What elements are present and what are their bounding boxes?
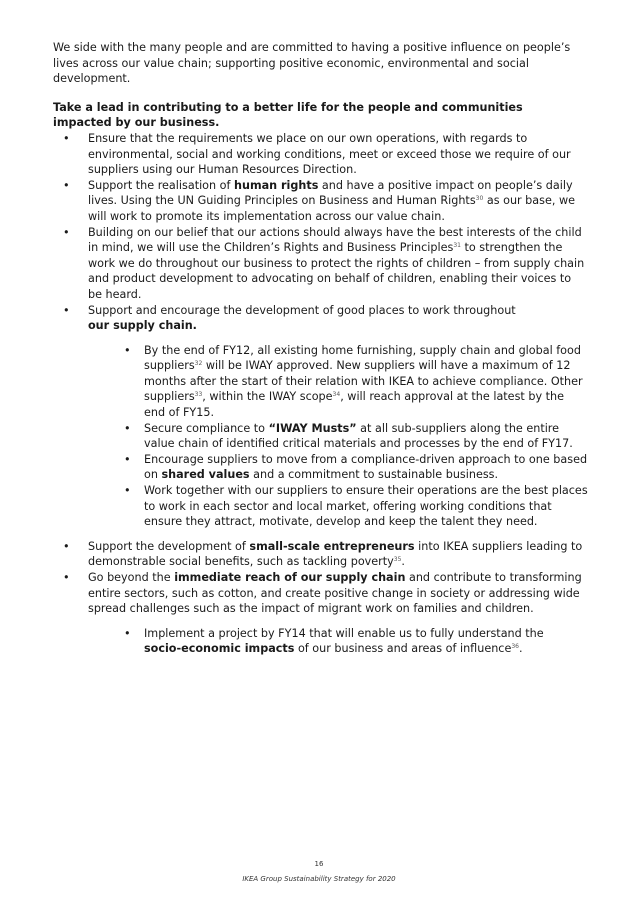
list-item-text: of our business and areas of influence [294,642,512,656]
footnote-ref: 34 [332,391,341,399]
emphasis-socio-economic-impacts: socio-economic impacts [144,642,295,656]
list-item-text: and contribute to transforming entire sectors, such as cotton, and create positive change in society or addressing wide spread challenges such as the impact of migrant work on families and children. [88,571,582,616]
emphasis-small-scale-entrepreneurs: small-scale entrepreneurs [249,539,415,553]
list-item-text: Building on our belief that our actions should always have the best interests of the child in mind, we will use the Children’s Rights and Business Principles [88,225,582,255]
beyond-supply-chain-sublist [88,626,588,657]
list-item-text: , will reach approval at the latest by the end of FY15. [144,390,564,420]
document-footer-title: IKEA Group Sustainability Strategy for 2020 [242,875,396,883]
bullet-icon: • [124,421,131,435]
commitment-list [53,131,588,657]
emphasis-iway-musts: “IWAY Musts” [268,421,357,435]
list-item [53,178,588,225]
list-item [53,570,588,657]
list-item-text: Ensure that the requirements we place on our own operations, with regards to environmental, social and working conditions, meet or exceed those we require of our suppliers using our Human Resources Direction. [88,131,571,177]
list-item-text: at all sub-suppliers along the entire value chain of identified critical materials and processes by the end of FY17. [144,421,573,451]
bullet-icon: • [63,303,70,317]
page-content [53,40,588,666]
footnote-ref: 33 [194,391,203,399]
list-item-text: and have a positive impact on people’s daily lives. Using the UN Guiding Principles on Business and Human Rights [88,178,573,208]
footnote-ref: 30 [475,195,484,203]
list-item-text: to strengthen the work we do throughout our business to protect the rights of children – from supply chain and product development to advocating on behalf of children, enabling their voices to be heard. [88,241,585,301]
bullet-icon: • [63,225,70,239]
list-item-text: Support the development of [88,539,250,553]
bullet-icon: • [124,452,131,466]
list-item [53,303,588,530]
list-item-text: and a commitment to sustainable business. [249,468,499,482]
section-heading-line2: impacted by our business. [53,116,220,130]
sub-list-item [88,483,588,530]
footnote-ref: 36 [511,643,519,651]
footnote-ref: 35 [393,556,402,564]
footnote-ref: 31 [453,242,461,250]
bullet-icon: • [63,571,70,584]
list-item [53,539,588,570]
emphasis-human-rights: human rights [234,178,319,192]
list-item-text: By the end of FY12, all existing home furnishing, supply chain and global food suppliers [144,343,581,373]
sub-list-item [88,626,588,657]
bullet-icon: • [63,539,70,553]
list-item-text: , within the IWAY scope [202,390,333,404]
list-item-text: Encourage suppliers to move from a compliance-driven approach to one based on [144,452,588,482]
list-item [53,131,588,178]
section-heading-line1: Take a lead in contributing to a better life for the people and communities [53,100,523,114]
emphasis-supply-chain: our supply chain. [88,319,197,333]
emphasis-shared-values: shared values [161,468,250,482]
bullet-icon: • [124,343,131,357]
footnote-ref: 32 [194,360,203,368]
sub-list-item [88,343,588,421]
list-item-text: Go beyond the [88,571,175,584]
emphasis-immediate-reach: immediate reach of our supply chain [174,571,406,584]
list-item-text: Support the realisation of [88,178,235,192]
list-item-text: will be IWAY approved. New suppliers will have a maximum of 12 months after the start of their relation with IKEA to achieve compliance. Other suppliers [144,359,583,404]
bullet-icon: • [63,178,70,192]
list-item-text: Work together with our suppliers to ensure their operations are the best places to work in each sector and local market, offering working conditions that ensure they attract, motivate, develop and keep the talent they need. [144,484,588,529]
list-item-text: Support and encourage the development of good places to work throughout [88,303,516,317]
list-item-text: . [518,642,523,656]
bullet-icon: • [124,626,131,640]
section-heading [53,100,588,131]
list-item-text: into IKEA suppliers leading to demonstrable social benefits, such as tackling poverty [88,539,583,569]
list-item-text: Implement a project by FY14 that will enable us to fully understand the [144,626,544,640]
list-item [53,225,588,303]
sub-list-item [88,421,588,452]
bullet-icon: • [124,484,131,498]
intro-paragraph: We side with the many people and are committed to having a positive influence on people’s lives across our value chain; supporting positive economic, environmental and social development. [53,41,571,86]
sub-list-item [88,452,588,483]
bullet-icon: • [63,131,70,145]
list-item-text: Secure compliance to [144,421,269,435]
list-item-text: . [401,555,405,569]
page-number: 16 [314,860,324,868]
supply-chain-sublist [88,343,588,530]
list-item-text: as our base, we will work to promote its implementation across our value chain. [88,194,575,223]
